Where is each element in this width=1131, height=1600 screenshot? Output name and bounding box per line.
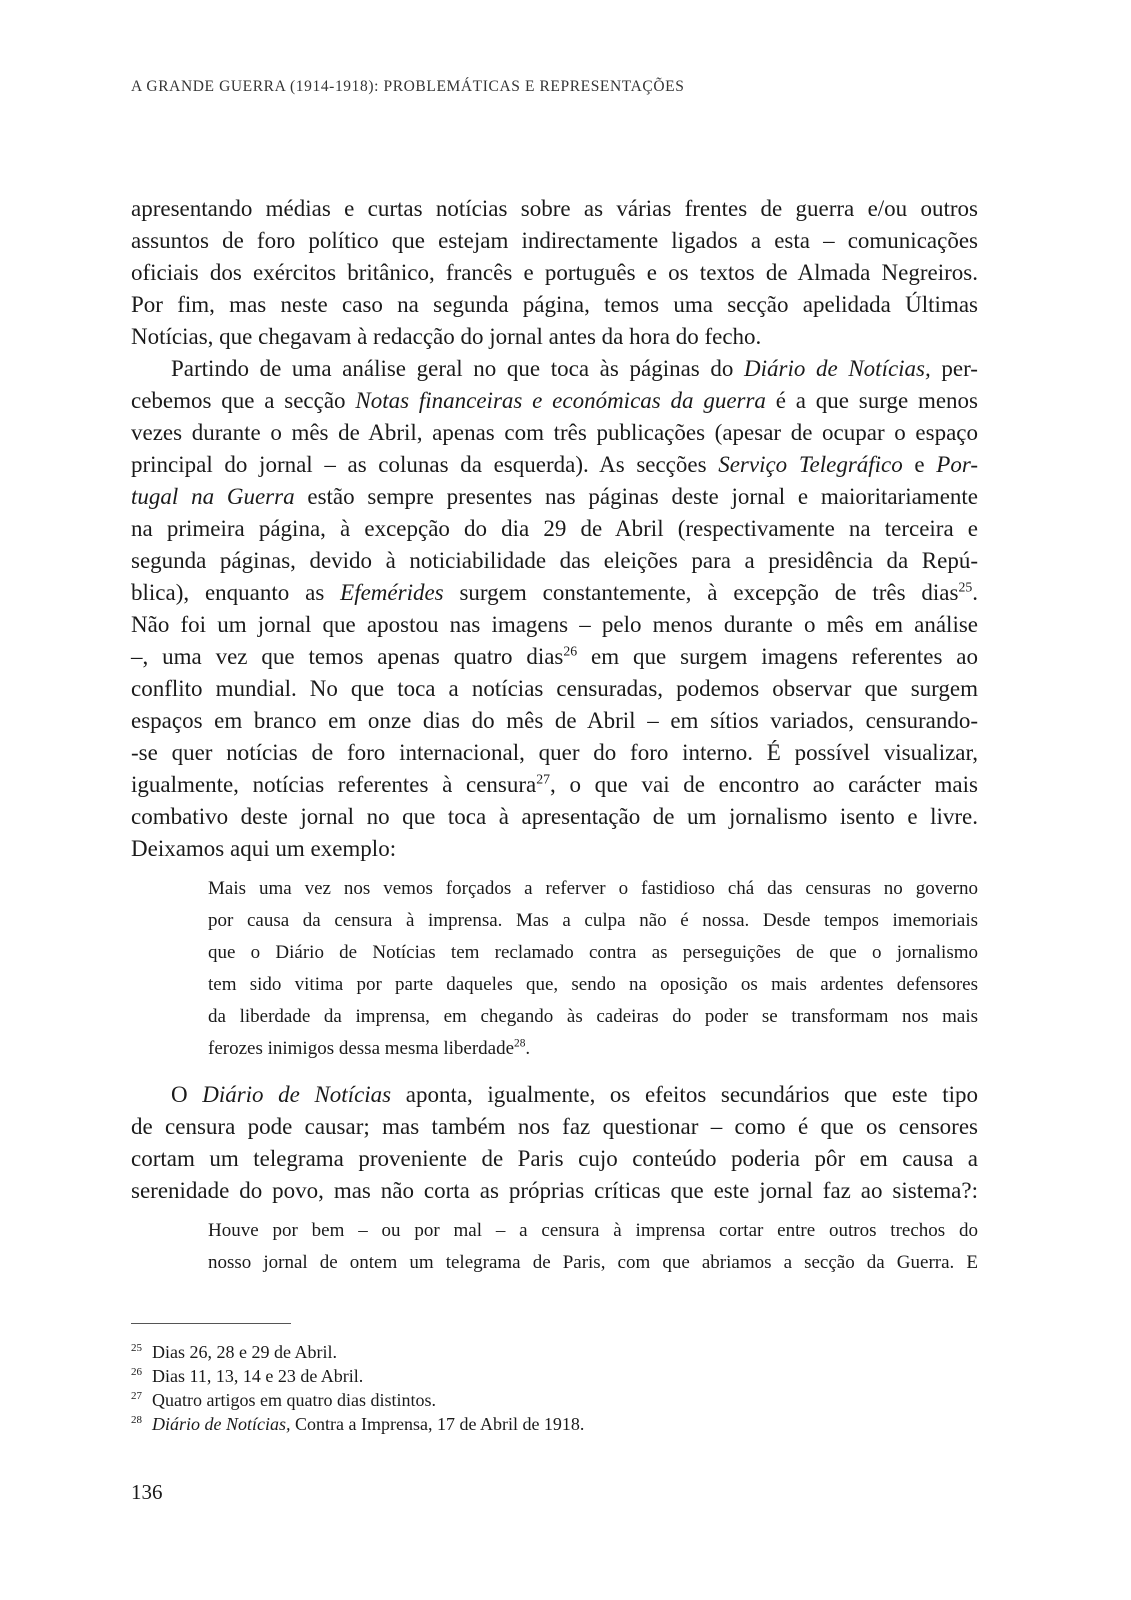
text-line: conflito mundial. No que toca a notícias censuradas, podemos observar que surgem — [131, 676, 978, 701]
footnote-ref-27[interactable]: 27 — [536, 771, 551, 787]
footnote-27: 27 Quatro artigos em quatro dias distintos. — [131, 1390, 436, 1410]
footnote-26: 26 Dias 11, 13, 14 e 23 de Abril. — [131, 1366, 364, 1386]
footnote-ref-26[interactable]: 26 — [563, 643, 578, 659]
text-line: principal do jornal – as colunas da esquerda). As secções Serviço Telegráfico e Por- — [131, 452, 978, 477]
page-number: 136 — [131, 1480, 163, 1504]
section-title: Por- — [936, 452, 978, 477]
paragraph-3 — [131, 1079, 978, 1207]
quote-line: da liberdade da imprensa, em chegando às cadeiras do poder se transformam nos mais — [208, 1006, 978, 1027]
text-line: de censura pode causar; mas também nos faz questionar – como é que os censores — [131, 1114, 978, 1139]
quote-line: ferozes inimigos dessa mesma liberdade$^{28}$. — [208, 1037, 531, 1059]
text-line: blica), enquanto as Efemérides surgem constantemente, à excepção de três dias$^{25}$. — [131, 579, 978, 605]
quote-line: tem sido vitima por parte daqueles que, sendo na oposição os mais ardentes defensores — [208, 974, 978, 995]
quote-line: que o Diário de Notícias tem reclamado contra as perseguições de que o jornalismo — [208, 942, 978, 963]
section-title: Efemérides — [340, 580, 444, 605]
section-title: tugal na Guerra — [131, 484, 295, 509]
text-line: assuntos de foro político que estejam indirectamente ligados a esta – comunicações — [131, 228, 978, 253]
text-line: Deixamos aqui um exemplo: — [131, 836, 397, 861]
block-quote-2 — [208, 1215, 978, 1279]
text-line: igualmente, notícias referentes à censura$^{27}$, o que vai de encontro ao carácter mais — [131, 771, 978, 797]
text-line: –, uma vez que temos apenas quatro dias$^{26}$ em que surgem imagens referentes ao — [131, 643, 979, 669]
text-line: na primeira página, à excepção do dia 29 de Abril (respectivamente na terceira e — [131, 516, 978, 541]
text-line: Partindo de uma análise geral no que toca às páginas do Diário de Notícias, per- — [171, 356, 978, 381]
paragraph-2 — [131, 353, 978, 865]
section-title: Notas financeiras e económicas da guerra — [355, 388, 766, 413]
footnote-separator — [131, 1323, 291, 1324]
text-line: serenidade do povo, mas não corta as próprias críticas que este jornal faz ao sistema?: — [131, 1178, 978, 1203]
quote-line: nosso jornal de ontem um telegrama de Paris, com que abriamos a secção da Guerra. E — [208, 1252, 978, 1273]
text-line: -se quer notícias de foro internacional, quer do foro interno. É possível visualizar, — [131, 740, 978, 765]
text-line: Por fim, mas neste caso na segunda página, temos uma secção apelidada Últimas — [131, 292, 978, 317]
newspaper-title: Diário de Notícias — [202, 1082, 392, 1107]
text-line: cortam um telegrama proveniente de Paris cujo conteúdo poderia pôr em causa a — [131, 1146, 978, 1171]
running-head: A GRANDE GUERRA (1914-1918): PROBLEMÁTICAS E REPRESENTAÇÕES — [131, 78, 685, 95]
block-quote-1 — [208, 873, 978, 1065]
newspaper-title: Diário de Notícias, — [744, 356, 931, 381]
body-text — [131, 193, 978, 1279]
footnote-ref-28[interactable]: 28 — [514, 1037, 526, 1050]
text-line: Notícias, que chegavam à redacção do jornal antes da hora do fecho. — [131, 324, 762, 349]
footnote-28: 28 Diário de Notícias, Contra a Imprensa, 17 de Abril de 1918. — [131, 1414, 585, 1434]
text-line: vezes durante o mês de Abril, apenas com três publicações (apesar de ocupar o espaço — [131, 420, 978, 445]
text-line: tugal na Guerra estão sempre presentes nas páginas deste jornal e maioritariamente — [131, 484, 979, 509]
text-line: O Diário de Notícias aponta, igualmente, os efeitos secundários que este tipo — [171, 1082, 978, 1107]
text-line: apresentando médias e curtas notícias sobre as várias frentes de guerra e/ou outros — [131, 196, 978, 221]
footnote-ref-25[interactable]: 25 — [958, 579, 973, 595]
text-line: cebemos que a secção Notas financeiras e económicas da guerra é a que surge menos — [131, 388, 979, 413]
footnotes — [131, 1340, 978, 1436]
text-line: segunda páginas, devido à noticiabilidade das eleições para a presidência da Repú- — [131, 548, 978, 573]
quote-line: por causa da censura à imprensa. Mas a culpa não é nossa. Desde tempos imemoriais — [208, 910, 978, 931]
quote-line: Mais uma vez nos vemos forçados a referver o fastidioso chá das censuras no governo — [208, 878, 978, 899]
section-title: Serviço Telegráfico — [718, 452, 903, 477]
text-line: combativo deste jornal no que toca à apresentação de um jornalismo isento e livre. — [131, 804, 978, 829]
quote-line: Houve por bem – ou por mal – a censura à imprensa cortar entre outros trechos do — [208, 1220, 978, 1241]
footnote-25: 25 Dias 26, 28 e 29 de Abril. — [131, 1342, 337, 1362]
text-line: espaços em branco em onze dias do mês de Abril – em sítios variados, censurando- — [131, 708, 978, 733]
text-line: Não foi um jornal que apostou nas imagens – pelo menos durante o mês em análise — [131, 612, 978, 637]
text-line: oficiais dos exércitos britânico, francês e português e os textos de Almada Negreiros. — [131, 260, 978, 285]
paragraph-1 — [131, 193, 978, 353]
